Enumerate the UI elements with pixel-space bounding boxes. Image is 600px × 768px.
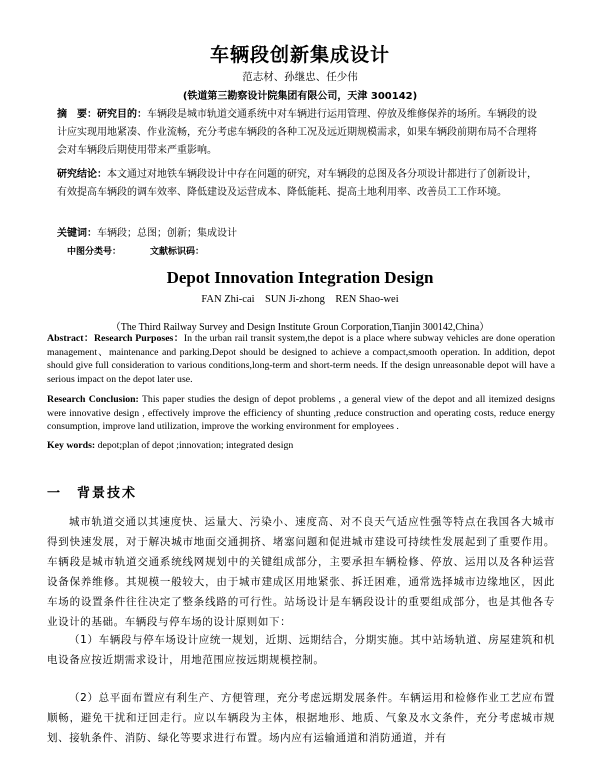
keywords-en-text: depot;plan of depot ;innovation; integrated design: [97, 440, 294, 451]
keywords-cn-label: 关键词：: [57, 228, 97, 239]
affiliation-cn: (铁道第三勘察设计院集团有限公司，天津 300142): [182, 91, 418, 102]
abstract-en-conclusion: [47, 393, 555, 434]
section-heading: 一 背景技术: [47, 486, 138, 501]
purpose-cn-text: 车辆段是城市轨道交通系统中对车辆进行运用管理、停放及维修保养的场所。车辆段的设计应实现用地紧凑、作业流畅，充分考虑车辆段的各种工况及远近期规模需求，如果车辆段前期布局不合理将会对车辆段后期使用带来严重影响。: [57, 109, 537, 156]
body-paragraph-2: （1）车辆段与停车场设计应统一规划，近期、远期结合，分期实施。其中站场轨道、房屋建筑和机电设备应按近期需求设计，用地范围应按远期规模控制。: [47, 634, 555, 666]
abstract-en-purpose: [47, 332, 555, 386]
purpose-en-label: Research Purposes：: [93, 333, 184, 344]
purpose-cn-label: 研究目的：: [97, 109, 147, 120]
doc-code-label: 文献标识码：: [150, 247, 205, 257]
authors-en: FAN Zhi-cai SUN Ji-zhong REN Shao-wei: [201, 294, 399, 305]
abstract-cn-purpose: [57, 106, 543, 160]
body-paragraph-3: （2）总平面布置应有利生产、方便管理，充分考虑远期发展条件。车辆运用和检修作业工艺应布置顺畅，避免干扰和迂回走行。应以车辆段为主体，根据地形、地质、气象及水文条件，充分考虑城市规划、接轨条件、消防、绿化等要求进行布置。场内应有运输通道和消防通道，并有: [47, 692, 555, 744]
abstract-cn-conclusion: [57, 166, 543, 202]
abstract-en-label: Abstract：: [47, 333, 94, 344]
affiliation-en: （The Third Railway Survey and Design Institute Groun Corporation,Tianjin 300142,China）: [110, 322, 490, 333]
abstract-cn-label: 摘 要：: [57, 109, 97, 120]
paper-title-en: Depot Innovation Integration Design: [166, 268, 434, 287]
conclusion-cn-text: 本文通过对地铁车辆段设计中存在问题的研究，对车辆段的总图及各分项设计都进行了创新设计，有效提高车辆段的调车效率、降低建设及运营成本、降低能耗、提高土地利用率、改善员工工作环境。: [57, 169, 537, 198]
body-paragraph-1: 城市轨道交通以其速度快、运量大、污染小、速度高、对不良天气适应性强等特点在我国各大城市得到快速发展，对于解决城市地面交通拥挤、堵塞问题和促进城市建设可持续性发展起到了重要作用。车辆段是城市轨道交通系统线网规划中的关键组成部分，主要承担车辆检修、停放、运用以及各种运营设备保养维修。其规模一般较大，由于城市建成区用地紧张、拆迁困难，通常选择城市边缘地区，因此车场的设置条件往往决定了整条线路的可行性。站场设计是车辆段设计的重要组成部分，也是其他各专业设计的基础。车辆段与停车场的设计原则如下：: [47, 516, 555, 628]
conclusion-en-label: Research Conclusion:: [47, 394, 139, 405]
keywords-cn-text: 车辆段；总图；创新；集成设计: [97, 228, 237, 239]
conclusion-en-text: This paper studies the design of depot problems , a general view of the depot and all itemized designs were innovative design , effectively improve the efficiency of shunting ,reduce construction and operating costs, reduce energy consumption, improve land utilization, improve the working environment for employees .: [47, 394, 555, 432]
clc-label: 中图分类号：: [67, 247, 122, 257]
keywords-cn: [57, 225, 543, 243]
purpose-en-text: In the urban rail transit system,the depot is a place where subway vehicles are done operation management、maintenance and parking.Depot should be designed to achieve a compact,smooth operation. In addition, depot should give full consideration to various conditions,long-term and short-term needs. If the design unreasonable depot will have a serious impact on the depot later use.: [47, 333, 555, 385]
authors-cn: 范志材、孙继忠、任少伟: [242, 71, 358, 83]
paper-title-cn: 车辆段创新集成设计: [209, 44, 390, 66]
conclusion-cn-label: 研究结论：: [57, 169, 107, 180]
keywords-en: [47, 439, 555, 453]
keywords-en-label: Key words:: [47, 440, 96, 451]
